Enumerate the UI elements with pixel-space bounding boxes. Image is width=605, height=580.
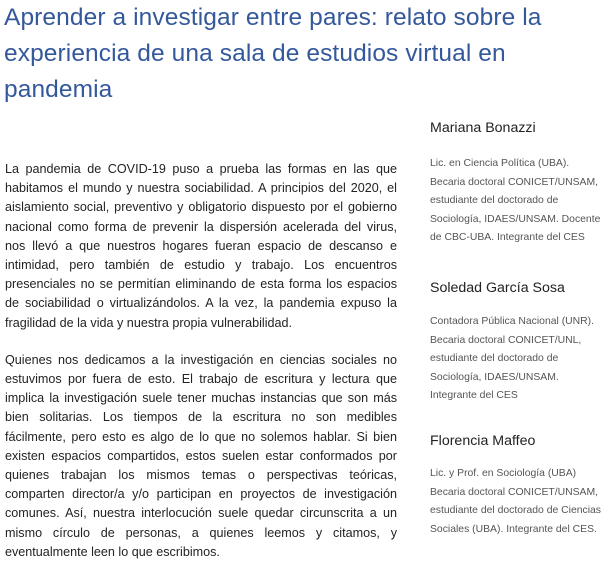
author-name: Florencia Maffeo [430, 433, 536, 449]
author-bio: Lic. y Prof. en Sociología (UBA) Becaria doctoral CONICET/UNSAM, estudiante del doctorado de Ciencias Sociales (UBA). Integrante del CES. [430, 468, 601, 535]
article-body [5, 160, 397, 580]
paragraph-1: La pandemia de COVID-19 puso a prueba las formas en las que habitamos el mundo y nuestra sociabilidad. A principios del 2020, el aislamiento social, preventivo y obligatorio dispuesto por el gobierno nacional como forma de prevenir la dispersión acelerada del virus, nos llevó a que nuestros hogares fueran espacio de descanso e intimidad, pero también de estudio y trabajo. Los encuentros presenciales no se permitían eliminando de esta forma los espacios de sociabilidad o virtualizándolos. A la vez, la pandemia expuso la fragilidad de la vida y nuestra propia vulnerabilidad. [5, 162, 397, 330]
author-bio: Lic. en Ciencia Política (UBA). Becaria doctoral CONICET/UNSAM, estudiante del doctorado de Sociología, IDAES/UNSAM. Docente de CBC-UBA. Integrante del CES [430, 158, 601, 243]
author-name: Soledad García Sosa [430, 280, 565, 296]
author-card [430, 278, 602, 406]
paragraph-2: Quienes nos dedicamos a la investigación en ciencias sociales no estuvimos por fuera de esto. El trabajo de escritura y lectura que implica la investigación suele tener muchas instancias que son más bien solitarias. Los tiempos de la escritura no son medibles fácilmente, pero esto es algo de lo que no solemos hablar. Si bien existen espacios compartidos, estos suelen estar conformados por quienes trabajan los mismos temas o perspectivas teóricas, comparten director/a y/o participan en proyectos de investigación comunes. Así, nuestra interlocución suele quedar circunscrita a un mismo círculo de personas, a quienes leemos y citamos, y eventualmente leen lo que escribimos. [5, 352, 397, 559]
author-card [430, 118, 602, 248]
author-name: Mariana Bonazzi [430, 120, 536, 136]
author-bio: Contadora Pública Nacional (UNR). Becaria doctoral CONICET/UNL, estudiante del doctorado de Sociología, IDAES/UNSAM. Integrante del CES [430, 316, 595, 401]
authors-sidebar [430, 118, 602, 535]
article-title: Aprender a investigar entre pares: relato sobre la experiencia de una sala de estudios virtual en pandemia [4, 4, 542, 103]
author-card [430, 431, 602, 539]
